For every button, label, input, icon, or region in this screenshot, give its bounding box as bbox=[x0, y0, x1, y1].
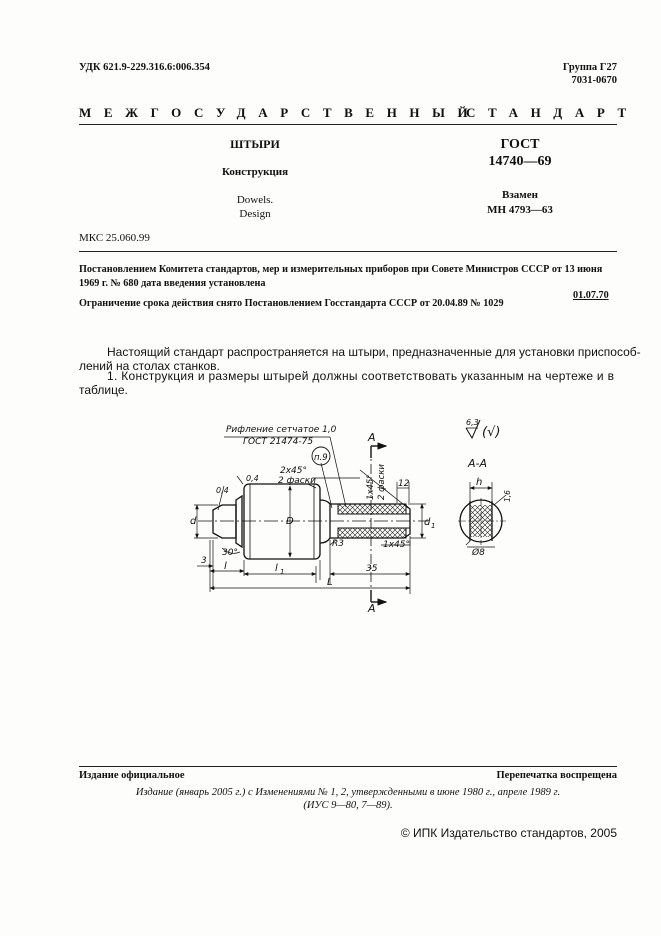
gost-label: ГОСТ bbox=[500, 137, 540, 152]
chamfer-vertical-count: 2 фаски bbox=[377, 464, 387, 500]
introduction-date: 01.07.70 bbox=[573, 290, 609, 301]
radius-04-head: 0,4 bbox=[246, 474, 259, 483]
okstu-code: 7031-0670 bbox=[571, 75, 617, 86]
dowel-collar bbox=[236, 496, 242, 547]
udk-code: УДК 621.9-229.316.6:006.354 bbox=[79, 62, 210, 73]
dowel-tip bbox=[213, 505, 236, 538]
footer-rule bbox=[79, 766, 617, 767]
mks-code: МКС 25.060.99 bbox=[79, 232, 150, 244]
chamfer-bottom: 1х45° bbox=[383, 540, 411, 550]
dim-d: d bbox=[190, 516, 197, 527]
banner-left: МЕЖГОСУДАРСТВЕННЫЙ bbox=[79, 105, 481, 120]
dim-12: 12 bbox=[398, 479, 410, 489]
knurl-band-top bbox=[338, 504, 406, 514]
scope-paragraph-line2: лений на столах станков. bbox=[79, 359, 220, 373]
decree-line2: 1969 г. № 680 дата введения установлена bbox=[79, 278, 266, 289]
dim-l: l bbox=[224, 561, 227, 572]
dim-L: L bbox=[327, 577, 333, 588]
dim-d1: d bbox=[424, 517, 431, 528]
dim-d1-subscript: 1 bbox=[431, 522, 436, 530]
dim-R3: R3 bbox=[332, 539, 344, 549]
knurl-band-bottom bbox=[338, 528, 406, 538]
edition-note: Издание (январь 2005 г.) с Изменениями № 1, 2, утвержденными в июне 1980 г., апреле 1989 г. bbox=[135, 787, 561, 798]
english-title: Dowels. bbox=[236, 194, 274, 206]
scope-paragraph-line1: Настоящий стандарт распространяется на штыри, предназначенные для установки приспособ- bbox=[107, 345, 641, 359]
dim-h: h bbox=[476, 477, 483, 488]
dim-1-6: 1,6 bbox=[503, 490, 512, 502]
dowel-neck bbox=[320, 500, 330, 543]
reprint-prohibited: Перепечатка воспрещена bbox=[496, 770, 617, 781]
note-reference: п.9 bbox=[314, 453, 328, 463]
official-edition: Издание официальное bbox=[79, 770, 185, 781]
gost-number: 14740—69 bbox=[488, 154, 552, 169]
limit-removed: Ограничение срока действия снято Постановлением Госстандарта СССР от 20.04.89 № 1029 bbox=[79, 298, 504, 309]
dim-D: D bbox=[286, 516, 294, 527]
knurl-label: Рифление сетчатое 1,0 bbox=[226, 425, 337, 435]
decree-line1: Постановлением Комитета стандартов, мер и измерительных приборов при Совете Министров СССР от 13 июня bbox=[79, 264, 603, 275]
dim-l1: l bbox=[275, 563, 278, 574]
copyright: © ИПК Издательство стандартов, 2005 bbox=[400, 826, 617, 840]
dim-30: 30° bbox=[222, 548, 238, 558]
dim-35: 35 bbox=[366, 564, 378, 574]
replace-label: Взамен bbox=[502, 189, 538, 201]
english-subtitle: Design bbox=[239, 208, 271, 220]
dowel-head bbox=[244, 484, 320, 559]
edition-ius: (ИУС 9—80, 7—89). bbox=[303, 800, 393, 811]
roughness-value: 6,3 bbox=[466, 418, 479, 427]
clause1-line2: таблице. bbox=[79, 383, 128, 397]
replace-number: МН 4793—63 bbox=[487, 204, 553, 216]
section-mark-bottom: А bbox=[368, 602, 376, 615]
roughness-check: (√) bbox=[482, 425, 501, 440]
dim-3: 3 bbox=[201, 556, 207, 566]
dim-phi8: Ø8 bbox=[472, 548, 485, 558]
section-title: А-А bbox=[468, 457, 488, 470]
chamfer-vertical: 1х45° bbox=[366, 474, 376, 500]
group-code: Группа Г27 bbox=[562, 62, 617, 73]
section-mark-top: А bbox=[368, 431, 376, 444]
radius-04-tip: 0,4 bbox=[216, 486, 229, 495]
chamfer-top: 2х45° bbox=[280, 466, 308, 476]
chamfer-top-count: 2 фаски bbox=[278, 476, 317, 486]
banner-right: СТАНДАРТ bbox=[466, 105, 639, 120]
clause1-line1: 1. Конструкция и размеры штырей должны соответствовать указанным на чертеже и в bbox=[107, 369, 615, 383]
knurl-standard: ГОСТ 21474-75 bbox=[243, 437, 314, 447]
document-title: ШТЫРИ bbox=[230, 137, 280, 151]
dim-l1-subscript: 1 bbox=[280, 568, 285, 576]
document-subtitle: Конструкция bbox=[221, 166, 289, 178]
